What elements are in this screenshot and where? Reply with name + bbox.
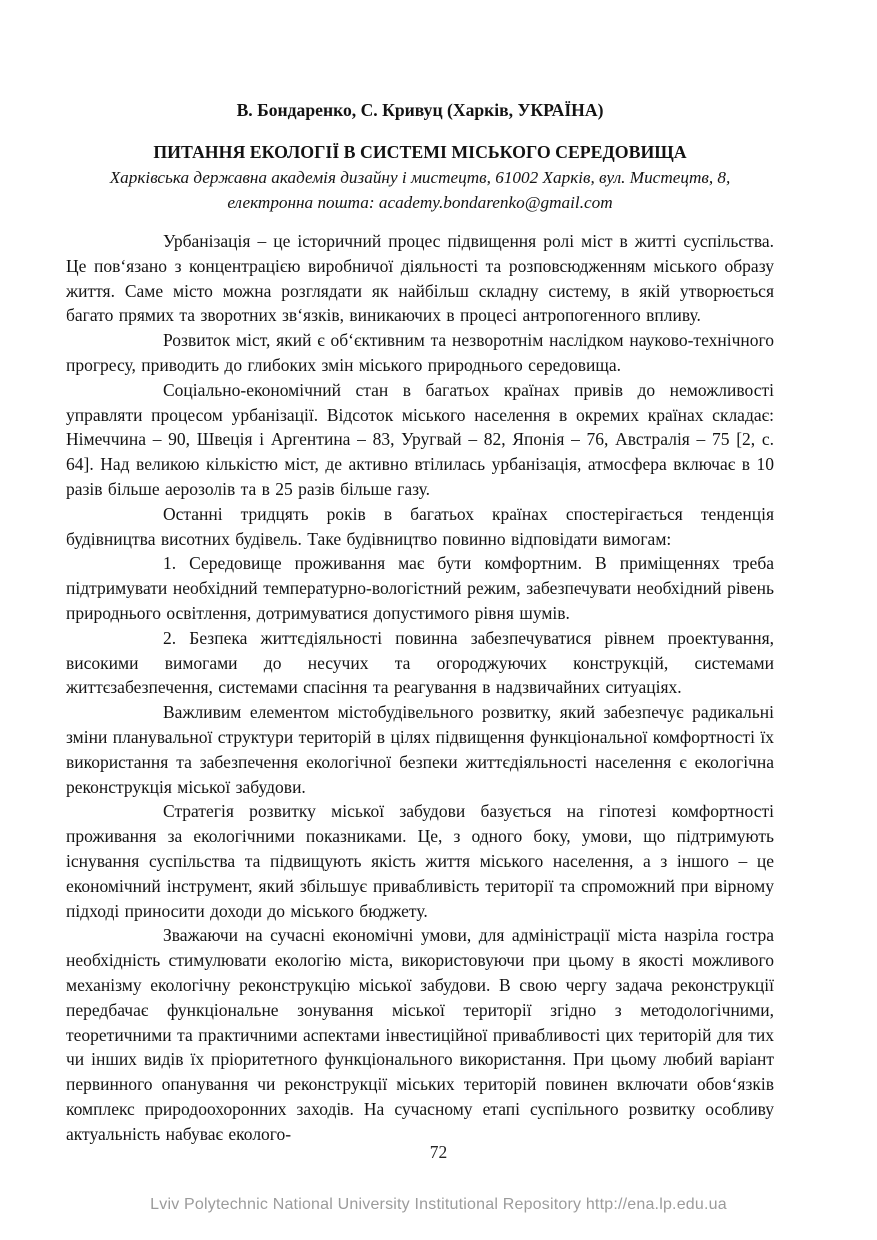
paragraph: Розвиток міст, який є об‘єктивним та незворотнім наслідком науково-технічного прогресу, приводить до глибоких змін міського природнього середовища. — [66, 330, 774, 375]
paragraph: Останні тридцять років в багатьох країнах спостерігається тенденція будівництва висотних будівель. Таке будівництво повинно відповідати вимогам: — [66, 503, 774, 549]
affiliation-line-2: електронна пошта: academy.bondarenko@gmail.com — [227, 193, 613, 212]
repository-footer: Lviv Polytechnic National University Institutional Repository http://ena.lp.edu.ua — [150, 1196, 727, 1213]
paragraph: Соціально-економічний стан в багатьох країнах привів до неможливості управляти процесом урбанізації. Відсоток міського населення в окремих країнах складає: Німеччина – 90, Швеція і Аргентина – 83, Уругвай – 82, Японія – 76, Австралія – 75 [2, с. 64]. Над великою кількістю міст, де активно втілилась урбанізація, атмосфера включає в 10 разів більше аерозолів та в 25 разів більше газу. — [66, 379, 774, 499]
paragraph: Зважаючи на сучасні економічні умови, для адміністрації міста назріла гостра необхідність стимулювати екологію міста, використовуючи при цьому в якості можливого механізму екологічну реконструкцію міської забудови. В свою чергу задача реконструкції передбачає функціональне зонування міської території згідно з методологічними, теоретичними та практичними аспектами інвестиційної привабливості цих територій для тих чи інших видів їх пріоритетного функціонального використання. При цьому любий варіант первинного опанування чи реконструкції міських територій повинен включати обов‘язків комплекс природоохоронних заходів. На сучасному етапі суспільного розвитку особливу актуальність набуває еколого- — [66, 925, 774, 1144]
page-number: 72 — [429, 1142, 448, 1162]
paragraph: 1. Середовище проживання має бути комфортним. В приміщеннях треба підтримувати необхідний температурно-вологістний режим, забезпечувати необхідний рівень природнього освітлення, дотримуватися допустимого рівня шумів. — [66, 553, 774, 623]
article-body — [66, 229, 774, 1146]
affiliation-line-1: Харківська державна академія дизайну і мистецтв, 61002 Харків, вул. Мистецтв, 8, — [109, 168, 731, 187]
paragraph: 2. Безпека життєдіяльності повинна забезпечуватися рівнем проектування, високими вимогами до несучих та огороджуючих конструкцій, системами життєзабезпечення, системами спасіння та реагування в надзвичайних ситуаціях. — [66, 627, 774, 698]
paragraph: Урбанізація – це історичний процес підвищення ролі міст в житті суспільства. Це пов‘язано з концентрацією виробничої діяльності та розповсюдженням міського образу життя. Саме місто можна розглядати як найбільш складну систему, в якій утворюється багато прямих та зворотних зв‘язків, виникаючих в процесі антропогенного впливу. — [66, 231, 774, 326]
paragraph: Важливим елементом містобудівельного розвитку, який забезпечує радикальні зміни планувальної структури територій в цілях підвищення функціональної комфортності їх використання та забезпечення екологічної безпеки життєдіяльності населення є екологічна реконструкція міської забудови. — [66, 702, 774, 797]
page-content — [66, 98, 774, 1146]
authors-line: В. Бондаренко, С. Кривуц (Харків, УКРАЇНА) — [236, 100, 604, 120]
paper-title: ПИТАННЯ ЕКОЛОГІЇ В СИСТЕМІ МІСЬКОГО СЕРЕДОВИЩА — [153, 142, 687, 162]
paragraph: Стратегія розвитку міської забудови базується на гіпотезі комфортності проживання за екологічними показниками. Це, з одного боку, умови, що підтримують існування суспільства та підвищують якість життя міського населення, а з іншого – це економічний інструмент, який збільшує привабливість території та спроможний при вірному підході приносити доходи до міського бюджету. — [66, 801, 774, 921]
